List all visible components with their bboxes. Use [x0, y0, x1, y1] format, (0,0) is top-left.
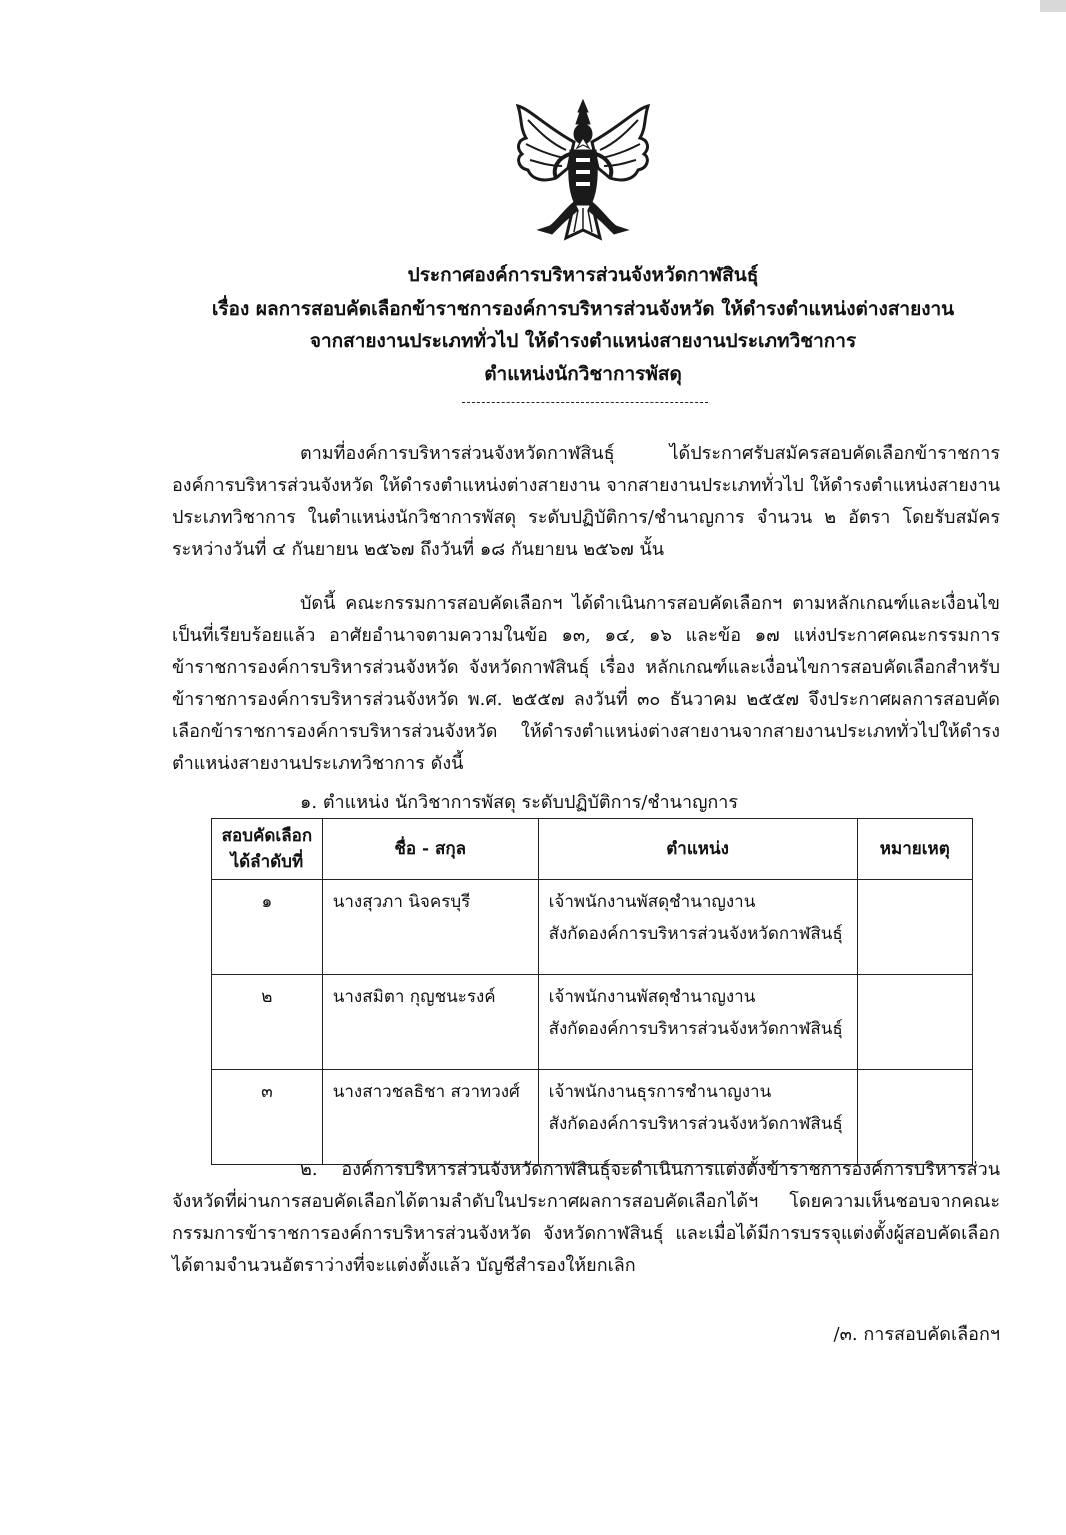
- cell-name: นางสาวชลธิชา สวาทวงศ์: [322, 1070, 538, 1165]
- cell-remark: [857, 880, 972, 975]
- header-rank-line2: ได้ลำดับที่: [230, 852, 304, 872]
- cell-position-line2: สังกัดองค์การบริหารส่วนจังหวัดกาฬสินธุ์: [548, 924, 843, 944]
- announcement-subject: เรื่อง ผลการสอบคัดเลือกข้าราชการองค์การบริหารส่วนจังหวัด ให้ดำรงตำแหน่งต่างสายงาน: [211, 298, 955, 320]
- cell-position-line1: เจ้าพนักงานพัสดุชำนาญงาน: [548, 892, 756, 912]
- paragraph-background: [172, 438, 1000, 566]
- cell-rank: ๓: [212, 1070, 323, 1165]
- heading-divider: [462, 402, 708, 403]
- cell-name: นางสุวภา นิจครบุรี: [322, 880, 538, 975]
- table-row: [212, 1070, 973, 1165]
- paragraph-appointment: [172, 1154, 1000, 1282]
- announcement-title: ประกาศองค์การบริหารส่วนจังหวัดกาฬสินธุ์: [407, 264, 759, 286]
- header-remark: หมายเหตุ: [857, 819, 972, 880]
- item-1-heading: ๑. ตำแหน่ง นักวิชาการพัสดุ ระดับปฏิบัติการ/ชำนาญการ: [300, 792, 739, 813]
- paragraph-results-text: บัดนี้ คณะกรรมการสอบคัดเลือกฯ ได้ดำเนินการสอบคัดเลือกฯ ตามหลักเกณฑ์และเงื่อนไขเป็นที่เรียบร้อยแล้ว อาศัยอำนาจตามความในข้อ ๑๓, ๑๔, ๑๖ และข้อ ๑๗ แห่งประกาศคณะกรรมการข้าราชการองค์การบริหารส่วนจังหวัด จังหวัดกาฬสินธุ์ เรื่อง หลักเกณฑ์และเงื่อนไขการสอบคัดเลือกสำหรับข้าราชการองค์การบริหารส่วนจังหวัด พ.ศ. ๒๕๕๗ ลงวันที่ ๓๐ ธันวาคม ๒๕๕๗ จึงประกาศผลการสอบคัดเลือกข้าราชการองค์การบริหารส่วนจังหวัด ให้ดำรงตำแหน่งต่างสายงานจากสายงานประเภททั่วไปให้ดำรงตำแหน่งสายงานประเภทวิชาการ ดังนี้: [172, 593, 1000, 774]
- announcement-position: ตำแหน่งนักวิชาการพัสดุ: [484, 363, 682, 385]
- paragraph-appointment-text: ๒. องค์การบริหารส่วนจังหวัดกาฬสินธุ์จะดำเนินการแต่งตั้งข้าราชการองค์การบริหารส่วนจังหวัดที่ผ่านการสอบคัดเลือกได้ตามลำดับในประกาศผลการสอบคัดเลือกได้ฯ โดยความเห็นชอบจากคณะกรรมการข้าราชการองค์การบริหารส่วนจังหวัด จังหวัดกาฬสินธุ์ และเมื่อได้มีการบรรจุแต่งตั้งผู้สอบคัดเลือกได้ตามจำนวนอัตราว่างที่จะแต่งตั้งแล้ว บัญชีสำรองให้ยกเลิก: [172, 1159, 1000, 1276]
- paragraph-background-text: ตามที่องค์การบริหารส่วนจังหวัดกาฬสินธุ์ ได้ประกาศรับสมัครสอบคัดเลือกข้าราชการองค์การบริหารส่วนจังหวัด ให้ดำรงตำแหน่งต่างสายงาน จากสายงานประเภททั่วไป ให้ดำรงตำแหน่งสายงานประเภทวิชาการ ในตำแหน่งนักวิชาการพัสดุ ระดับปฏิบัติการ/ชำนาญการ จำนวน ๒ อัตรา โดยรับสมัครระหว่างวันที่ ๔ กันยายน ๒๕๖๗ ถึงวันที่ ๑๘ กันยายน ๒๕๖๗ นั้น: [172, 443, 1000, 560]
- cell-rank: ๑: [212, 880, 323, 975]
- cell-remark: [857, 975, 972, 1070]
- cell-remark: [857, 1070, 972, 1165]
- results-table: [211, 818, 973, 1165]
- scan-edge-mark: [1040, 0, 1066, 12]
- table-header-row: [212, 819, 973, 880]
- cell-rank: ๒: [212, 975, 323, 1070]
- cell-position-line2: สังกัดองค์การบริหารส่วนจังหวัดกาฬสินธุ์: [548, 1019, 843, 1039]
- table-row: [212, 880, 973, 975]
- header-name: ชื่อ - สกุล: [322, 819, 538, 880]
- cell-position: [538, 1070, 857, 1165]
- cell-position-line1: เจ้าพนักงานธุรการชำนาญงาน: [548, 1082, 772, 1102]
- garuda-emblem-icon: [508, 98, 658, 248]
- table-row: [212, 975, 973, 1070]
- cell-name: นางสมิตา กุญชนะรงค์: [322, 975, 538, 1070]
- header-rank-line1: สอบคัดเลือก: [221, 826, 313, 846]
- paragraph-results: [172, 588, 1000, 780]
- header-rank: [212, 819, 323, 880]
- cell-position: [538, 975, 857, 1070]
- continued-next-page: /๓. การสอบคัดเลือกฯ: [833, 1324, 1000, 1345]
- cell-position-line2: สังกัดองค์การบริหารส่วนจังหวัดกาฬสินธุ์: [548, 1114, 843, 1134]
- header-position: ตำแหน่ง: [538, 819, 857, 880]
- announcement-subject-continued: จากสายงานประเภททั่วไป ให้ดำรงตำแหน่งสายงานประเภทวิชาการ: [309, 330, 857, 352]
- cell-position-line1: เจ้าพนักงานพัสดุชำนาญงาน: [548, 987, 756, 1007]
- cell-position: [538, 880, 857, 975]
